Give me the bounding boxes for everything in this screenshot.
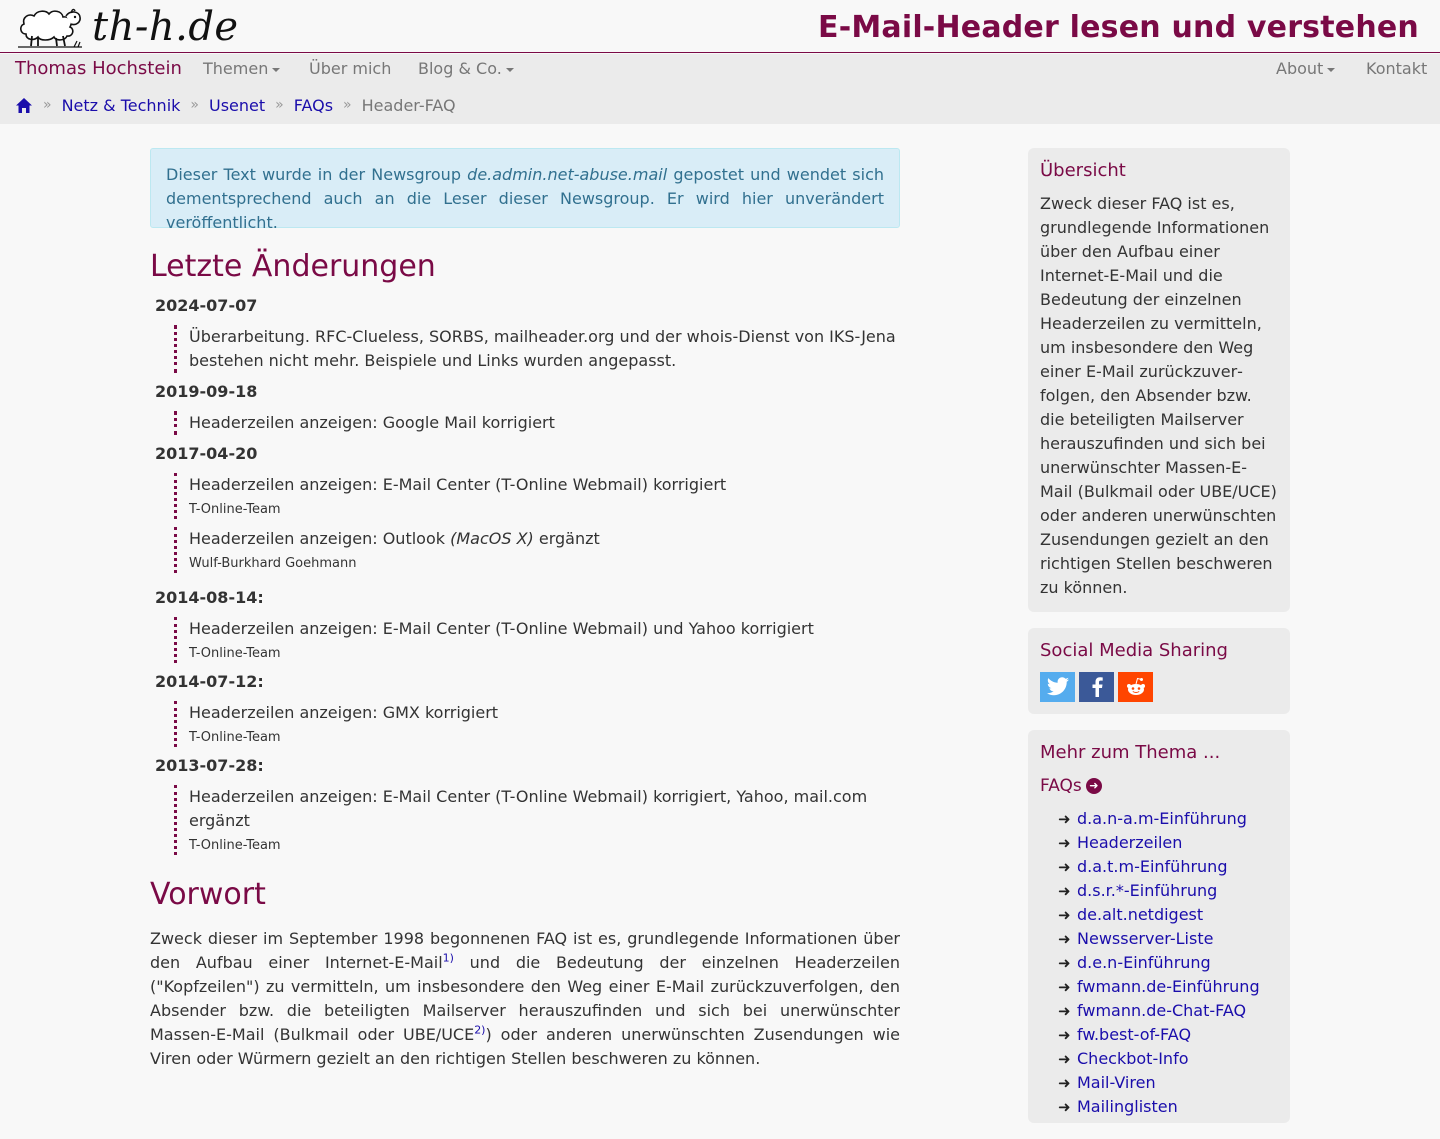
info-alert	[150, 148, 900, 232]
breadcrumb-usenet[interactable]: Usenet	[208, 95, 266, 115]
footnote-1-link[interactable]: 1)	[442, 951, 454, 965]
change-author: T-Online-Team	[189, 502, 281, 517]
change-text: Headerzeilen anzeigen: Google Mail korrigiert	[189, 413, 555, 432]
more-link[interactable]: d.a.n-a.m-Einführung	[1077, 809, 1247, 828]
list-item	[1058, 1047, 1278, 1071]
footnote-2-link[interactable]: 2)	[474, 1023, 486, 1037]
more-link[interactable]: Mailinglisten	[1077, 1097, 1178, 1116]
nav-blog-label: Blog & Co.	[418, 59, 502, 78]
reddit-share-button[interactable]	[1118, 672, 1153, 702]
social-panel	[1028, 628, 1290, 714]
list-item	[1058, 999, 1278, 1023]
change-entry	[174, 617, 900, 663]
more-link[interactable]: Newsserver-Liste	[1077, 929, 1214, 948]
changes-heading: Letzte Änderungen	[150, 249, 436, 284]
vorwort-text-2: und die Bedeutung der einzelnen Headerzeilen ("Kopfzeilen") zu vermitteln, um insbesondere den Weg einer E-Mail zurückzuverfolgen, den Absender bzw. die beteiligten Mailserver herauszufinden und sich bei unerwünschter Massen-E-Mail (Bulkmail oder UBE/UCE	[150, 953, 900, 1044]
nav-blog-dropdown[interactable]	[418, 60, 514, 78]
overview-panel	[1028, 148, 1290, 612]
breadcrumb	[0, 86, 1440, 124]
change-text	[189, 527, 900, 551]
change-date: 2017-04-20	[155, 444, 258, 463]
change-entry	[174, 411, 900, 435]
arrow-right-icon: ➜	[1058, 882, 1071, 900]
circle-arrow-right-icon: ➜	[1086, 778, 1102, 794]
change-date: 2013-07-28:	[155, 756, 264, 775]
vorwort-text-3: ) oder anderen unerwünschten Zusendungen wie Viren oder Würmern gezielt an den richtigen Stellen beschweren zu können.	[150, 1025, 901, 1068]
more-link[interactable]: fwmann.de-Einführung	[1077, 977, 1260, 996]
facebook-share-button[interactable]	[1079, 672, 1114, 702]
change-entry	[174, 785, 900, 855]
change-date: 2014-08-14:	[155, 588, 264, 607]
vorwort-text-1: Zweck dieser im September 1998 begonnenen FAQ ist es, grundlegende Informationen über den Aufbau einer Internet-E-Mail	[150, 929, 900, 972]
site-header	[0, 0, 1440, 53]
arrow-right-icon: ➜	[1058, 978, 1071, 996]
nav-brand-link[interactable]: Thomas Hochstein	[15, 58, 182, 79]
overview-title: Übersicht	[1040, 160, 1126, 181]
change-text-after: ergänzt	[533, 529, 600, 548]
arrow-right-icon: ➜	[1058, 906, 1071, 924]
logo-text: th-h.de	[92, 4, 239, 50]
more-link[interactable]: Mail-Viren	[1077, 1073, 1156, 1092]
caret-down-icon	[272, 68, 280, 72]
change-text: Headerzeilen anzeigen: E-Mail Center (T-Online Webmail) korrigiert	[189, 475, 727, 494]
nav-kontakt-link[interactable]: Kontakt	[1366, 59, 1428, 78]
arrow-right-icon: ➜	[1058, 1050, 1071, 1068]
list-item	[1058, 1095, 1278, 1119]
arrow-right-icon: ➜	[1058, 858, 1071, 876]
breadcrumb-separator: »	[343, 97, 352, 113]
faqs-label: FAQs	[1040, 776, 1082, 796]
arrow-right-icon: ➜	[1058, 1074, 1071, 1092]
site-logo[interactable]	[16, 4, 239, 48]
list-item	[1058, 1023, 1278, 1047]
more-links-list	[1058, 807, 1278, 1119]
arrow-right-icon: ➜	[1058, 954, 1071, 972]
breadcrumb-separator: »	[43, 97, 52, 113]
arrow-right-icon: ➜	[1058, 930, 1071, 948]
twitter-share-button[interactable]	[1040, 672, 1075, 702]
more-link[interactable]: Checkbot-Info	[1077, 1049, 1189, 1068]
arrow-right-icon: ➜	[1058, 834, 1071, 852]
breadcrumb-separator: »	[190, 97, 199, 113]
change-author: Wulf-Burkhard Goehmann	[189, 556, 357, 571]
faqs-link[interactable]	[1040, 774, 1102, 798]
change-date: 2014-07-12:	[155, 672, 264, 691]
more-link[interactable]: d.s.r.*-Einführung	[1077, 881, 1218, 900]
change-text: Headerzeilen anzeigen: E-Mail Center (T-Online Webmail) und Yahoo korrigiert	[189, 619, 814, 638]
change-entry	[174, 325, 900, 373]
nav-about-dropdown[interactable]	[1276, 60, 1335, 78]
change-date: 2024-07-07	[155, 296, 258, 315]
list-item	[1058, 927, 1278, 951]
more-link[interactable]: d.a.t.m-Einführung	[1077, 857, 1228, 876]
breadcrumb-netz-technik[interactable]: Netz & Technik	[61, 95, 181, 115]
more-title: Mehr zum Thema ...	[1040, 742, 1221, 763]
list-item	[1058, 951, 1278, 975]
list-item	[1058, 975, 1278, 999]
social-buttons	[1040, 672, 1278, 702]
nav-themen-dropdown[interactable]	[203, 60, 280, 78]
change-date: 2019-09-18	[155, 382, 258, 401]
list-item	[1058, 1071, 1278, 1095]
change-author: T-Online-Team	[189, 646, 281, 661]
facebook-icon	[1091, 677, 1103, 697]
breadcrumb-separator: »	[275, 97, 284, 113]
breadcrumb-current: Header-FAQ	[361, 95, 456, 115]
sheep-logo-icon	[16, 4, 84, 48]
change-author: T-Online-Team	[189, 730, 281, 745]
list-item	[1058, 807, 1278, 831]
more-link[interactable]: fwmann.de-Chat-FAQ	[1077, 1001, 1247, 1020]
arrow-right-icon: ➜	[1058, 810, 1071, 828]
sidebar	[1028, 148, 1290, 1139]
change-text-before: Headerzeilen anzeigen: Outlook	[189, 529, 451, 548]
change-entry	[174, 527, 900, 573]
main-content	[150, 148, 900, 1071]
list-item	[1058, 879, 1278, 903]
reddit-icon	[1124, 677, 1148, 697]
change-author: T-Online-Team	[189, 838, 281, 853]
change-text: Headerzeilen anzeigen: E-Mail Center (T-Online Webmail) korrigiert, Yahoo, mail.com ergänzt	[189, 787, 868, 830]
vorwort-paragraph	[150, 927, 900, 1071]
arrow-right-icon: ➜	[1058, 1002, 1071, 1020]
change-entry	[174, 473, 900, 519]
breadcrumb-faqs[interactable]: FAQs	[293, 95, 334, 115]
home-icon[interactable]	[15, 97, 33, 114]
more-link[interactable]: fw.best-of-FAQ	[1077, 1025, 1192, 1044]
change-text: Überarbeitung. RFC-Clueless, SORBS, mailheader.org und der whois-Dienst von IKS-Jena bestehen nicht mehr. Beispiele und Links wurden angepasst.	[189, 327, 896, 370]
info-newsgroup: de.admin.net-abuse.mail	[467, 165, 668, 184]
page-heading: E-Mail-Header lesen und verstehen	[818, 10, 1419, 45]
list-item	[1058, 903, 1278, 927]
arrow-right-icon: ➜	[1058, 1026, 1071, 1044]
nav-ueber-mich-link[interactable]: Über mich	[309, 59, 392, 78]
list-item	[1058, 855, 1278, 879]
info-text-after: gepostet und wendet sich dementsprechend auch an die Leser dieser Newsgroup. Er wird hier unverändert veröffentlicht.	[166, 165, 884, 232]
overview-text: Zweck dieser FAQ ist es, grundlegende Informationen über den Aufbau einer Internet-E-Mail und die Bedeutung der einzelnen Headerzeilen zu vermitteln, um insbesondere den Weg einer E-Mail zurückzuverfolgen, den Absender bzw. die beteiligten Mailserver herauszufinden und sich bei unerwünschter Massen-E-Mail (Bulkmail oder UBE/UCE) oder anderen unerwünschten Zusendungen gezielt an den richtigen Stellen beschweren zu können.	[1040, 194, 1277, 597]
change-text: Headerzeilen anzeigen: GMX korrigiert	[189, 703, 499, 722]
main-navbar	[0, 54, 1440, 86]
more-panel	[1028, 730, 1290, 1123]
more-link[interactable]: d.e.n-Einführung	[1077, 953, 1211, 972]
more-link[interactable]: de.alt.netdigest	[1077, 905, 1204, 924]
social-title: Social Media Sharing	[1040, 640, 1228, 661]
nav-about-label: About	[1276, 59, 1324, 78]
vorwort-heading: Vorwort	[150, 877, 266, 912]
change-entry	[174, 701, 900, 747]
list-item	[1058, 831, 1278, 855]
caret-down-icon	[506, 68, 514, 72]
changes-list	[150, 295, 900, 855]
info-text-before: Dieser Text wurde in der Newsgroup	[166, 165, 468, 184]
arrow-right-icon: ➜	[1058, 1098, 1071, 1116]
caret-down-icon	[1327, 68, 1335, 72]
more-link[interactable]: Headerzeilen	[1077, 833, 1183, 852]
twitter-icon	[1046, 677, 1070, 697]
change-text-em: (MacOS X)	[450, 529, 534, 548]
nav-themen-label: Themen	[203, 59, 269, 78]
